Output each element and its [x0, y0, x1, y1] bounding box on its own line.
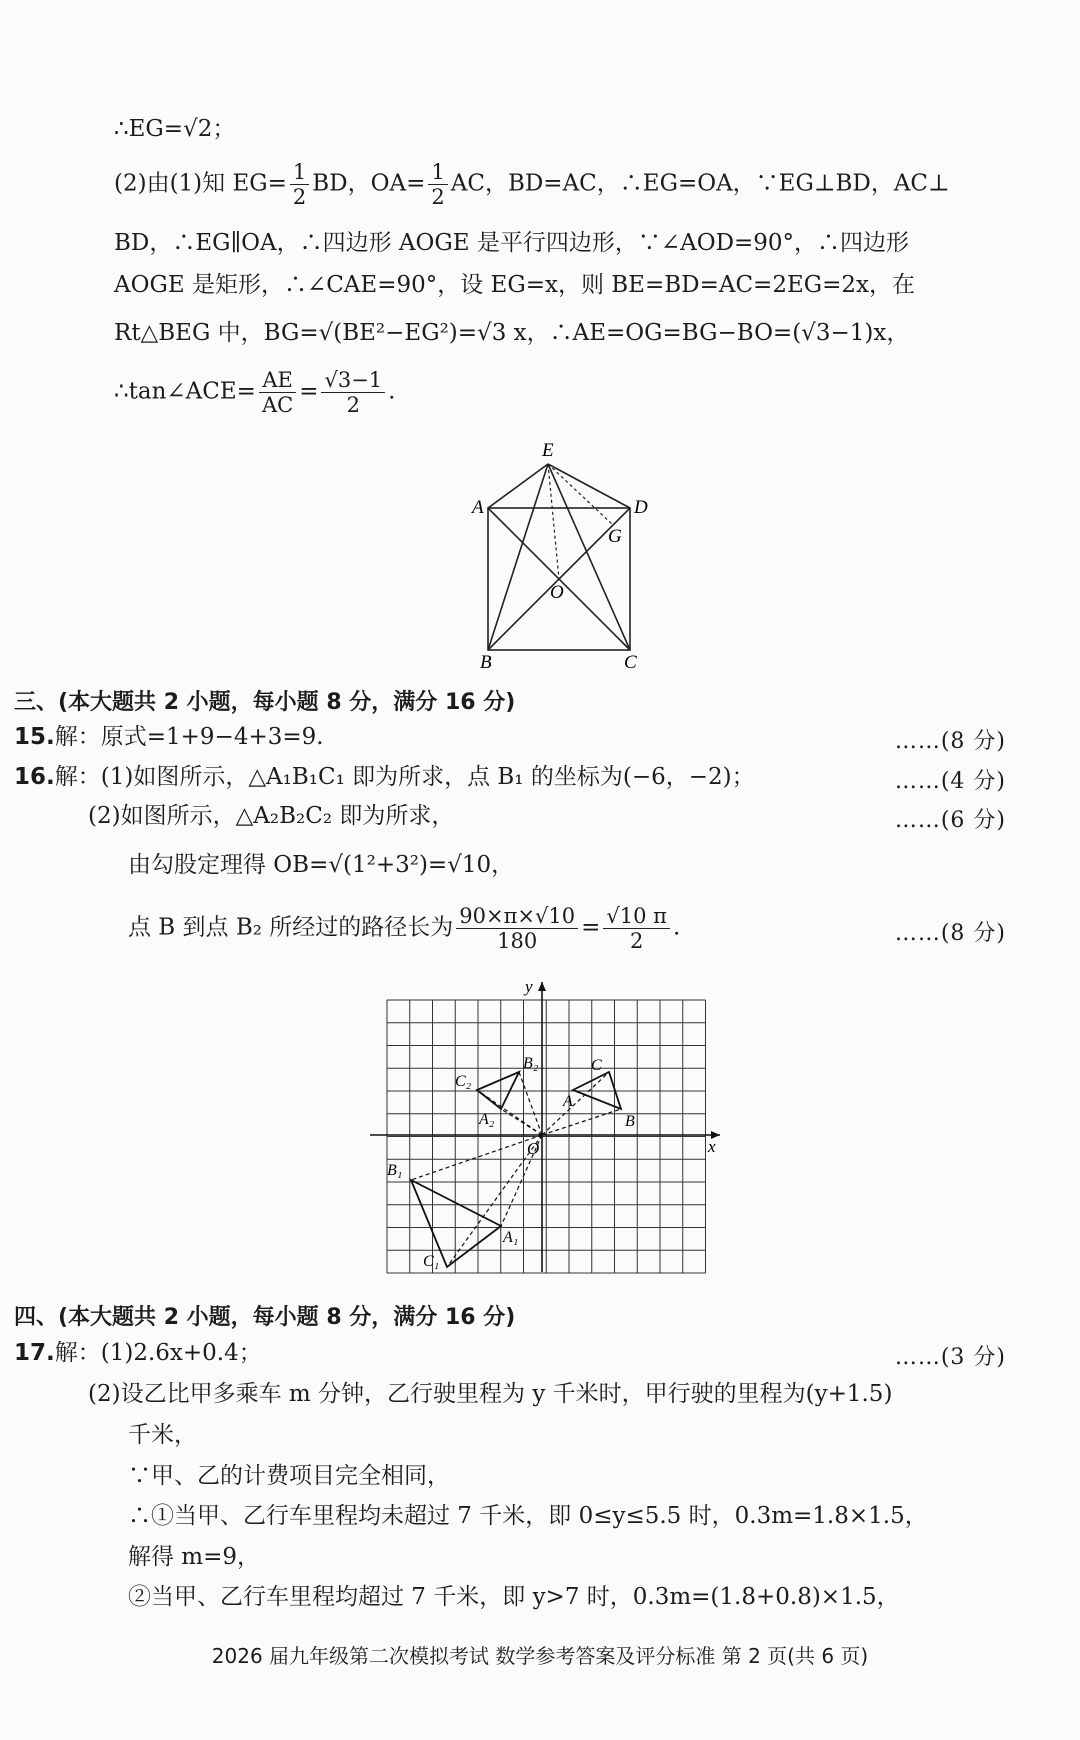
text-segment: (2)由(1)知 EG= [114, 170, 287, 197]
solution-line-3: BD，∴EG∥OA，∴四边形 AOGE 是平行四边形，∵∠AOD=90°，∴四边形 [114, 230, 910, 256]
fraction-numerator: 1 [428, 160, 447, 185]
segment-ec [548, 464, 630, 650]
tan-result-line [114, 368, 395, 417]
page-footer: 2026 届九年级第二次模拟考试 数学参考答案及评分标准 第 2 页(共 6 页) [211, 1644, 869, 1668]
segment-ob-dashed [542, 1109, 621, 1135]
fraction-numerator: √10 π [603, 904, 670, 929]
fraction-numerator: 90×π×√10 [456, 904, 578, 929]
q17-line-1 [14, 1340, 262, 1368]
q16-line-1 [14, 764, 755, 792]
label-a: A [472, 497, 484, 518]
label-b1: B₁ [387, 1162, 403, 1179]
segment-ob1-dashed [411, 1135, 542, 1180]
solution-line-5: Rt△BEG 中，BG=√(BE²−EG²)=√3 x，∴AE=OG=BG−BO=(√3−1)x， [114, 320, 910, 346]
text-segment: ∴tan∠ACE= [114, 378, 256, 405]
label-b2: B₂ [523, 1055, 539, 1072]
fraction-path-result [603, 904, 670, 953]
fraction-denominator: 2 [630, 929, 644, 954]
label-c: C [591, 1057, 602, 1074]
text-segment: 点 B 到点 B₂ 所经过的路径长为 [128, 914, 454, 941]
q15-line [14, 724, 324, 752]
label-a1: A₁ [503, 1229, 519, 1246]
label-o: O [550, 582, 564, 603]
label-c1: C₁ [423, 1253, 440, 1270]
q16-line-4 [128, 904, 680, 953]
period: . [388, 378, 396, 405]
q15-solution: 解：原式=1+9−4+3=9. [54, 724, 324, 750]
label-b: B [625, 1113, 635, 1130]
text-segment: BD，OA= [312, 170, 426, 197]
question-number: 15. [14, 724, 55, 750]
q17-line-6: 解得 m=9， [128, 1544, 261, 1570]
x-axis-label: x [708, 1137, 716, 1156]
q17-line-2: (2)设乙比甲多乘车 m 分钟，乙行驶里程为 y 千米时，甲行驶的里程为(y+1.5) [88, 1381, 893, 1407]
coordinate-grid-figure [365, 972, 735, 1282]
segment-ob2-dashed [519, 1072, 542, 1135]
q17-line-3: 千米， [128, 1422, 197, 1448]
score-marker: ……(6 分) [894, 808, 1006, 833]
label-d: D [634, 497, 648, 518]
fraction-numerator: √3−1 [321, 368, 385, 393]
fraction-result [321, 368, 385, 417]
q17-line-7: ②当甲、乙行车里程均超过 7 千米，即 y>7 时，0.3m=(1.8+0.8)×1.5， [128, 1584, 900, 1610]
fraction-denominator: AC [261, 393, 294, 418]
label-g: G [608, 526, 622, 547]
segment-eo-dashed [548, 464, 559, 579]
question-number: 17. [14, 1340, 55, 1366]
fraction-denominator: 180 [497, 929, 538, 954]
segment-ea [488, 464, 548, 508]
label-e: E [542, 440, 554, 461]
text-segment: AC，BD=AC，∴EG=OA，∵EG⊥BD，AC⊥ [450, 170, 950, 197]
label-c: C [624, 652, 637, 670]
label-b: B [480, 652, 492, 670]
solution-line-4: AOGE 是矩形，∴∠CAE=90°，设 EG=x，则 BE=BD=AC=2EG=2x，在 [114, 272, 916, 298]
label-c2: C₂ [455, 1073, 472, 1090]
label-a: A [563, 1093, 573, 1110]
y-axis-label: y [525, 977, 533, 996]
segment-ed [548, 464, 630, 508]
grid-lines [387, 1000, 706, 1273]
eg-result-line: ∴EG=√2； [114, 116, 236, 142]
score-marker: ……(8 分) [894, 921, 1006, 946]
q17-part1: 解：(1)2.6x+0.4； [54, 1340, 262, 1366]
fraction-numerator: 1 [290, 160, 309, 185]
fraction-denominator: 2 [292, 185, 307, 210]
y-axis-arrow [538, 982, 546, 991]
q16-line-2: (2)如图所示，△A₂B₂C₂ 即为所求， [88, 803, 455, 829]
section-4-heading: 四、(本大题共 2 小题，每小题 8 分，满分 16 分) [14, 1305, 516, 1330]
fraction-half [290, 160, 309, 209]
fraction-tan [259, 368, 296, 417]
score-marker: ……(4 分) [894, 769, 1006, 794]
fraction-denominator: 2 [431, 185, 445, 210]
segment-eb [488, 464, 548, 650]
equals-sign: = [299, 378, 319, 405]
q16-part1: 解：(1)如图所示，△A₁B₁C₁ 即为所求，点 B₁ 的坐标为(−6，−2)； [54, 764, 755, 790]
q17-line-5: ∴①当甲、乙行车里程均未超过 7 千米，即 0≤y≤5.5 时，0.3m=1.8×1.5， [128, 1503, 928, 1529]
geometry-figure-aoge [470, 440, 660, 670]
equals-sign: = [581, 914, 601, 941]
fraction-path [456, 904, 578, 953]
segment-oc-dashed [542, 1072, 609, 1135]
segment-oa2-dashed [501, 1109, 542, 1135]
score-marker: ……(8 分) [894, 729, 1006, 754]
fraction-denominator: 2 [346, 393, 360, 418]
score-marker: ……(3 分) [894, 1345, 1006, 1370]
fraction-half [428, 160, 447, 209]
origin-label: O [527, 1139, 540, 1158]
label-a2: A₂ [479, 1111, 495, 1128]
question-number: 16. [14, 764, 55, 790]
period: . [672, 914, 681, 941]
section-3-heading: 三、(本大题共 2 小题，每小题 8 分，满分 16 分) [14, 690, 516, 715]
q17-line-4: ∵甲、乙的计费项目完全相同， [128, 1463, 450, 1489]
solution-line-2 [114, 160, 950, 209]
fraction-numerator: AE [259, 368, 296, 393]
q16-line-3: 由勾股定理得 OB=√(1²+3²)=√10， [128, 852, 515, 878]
